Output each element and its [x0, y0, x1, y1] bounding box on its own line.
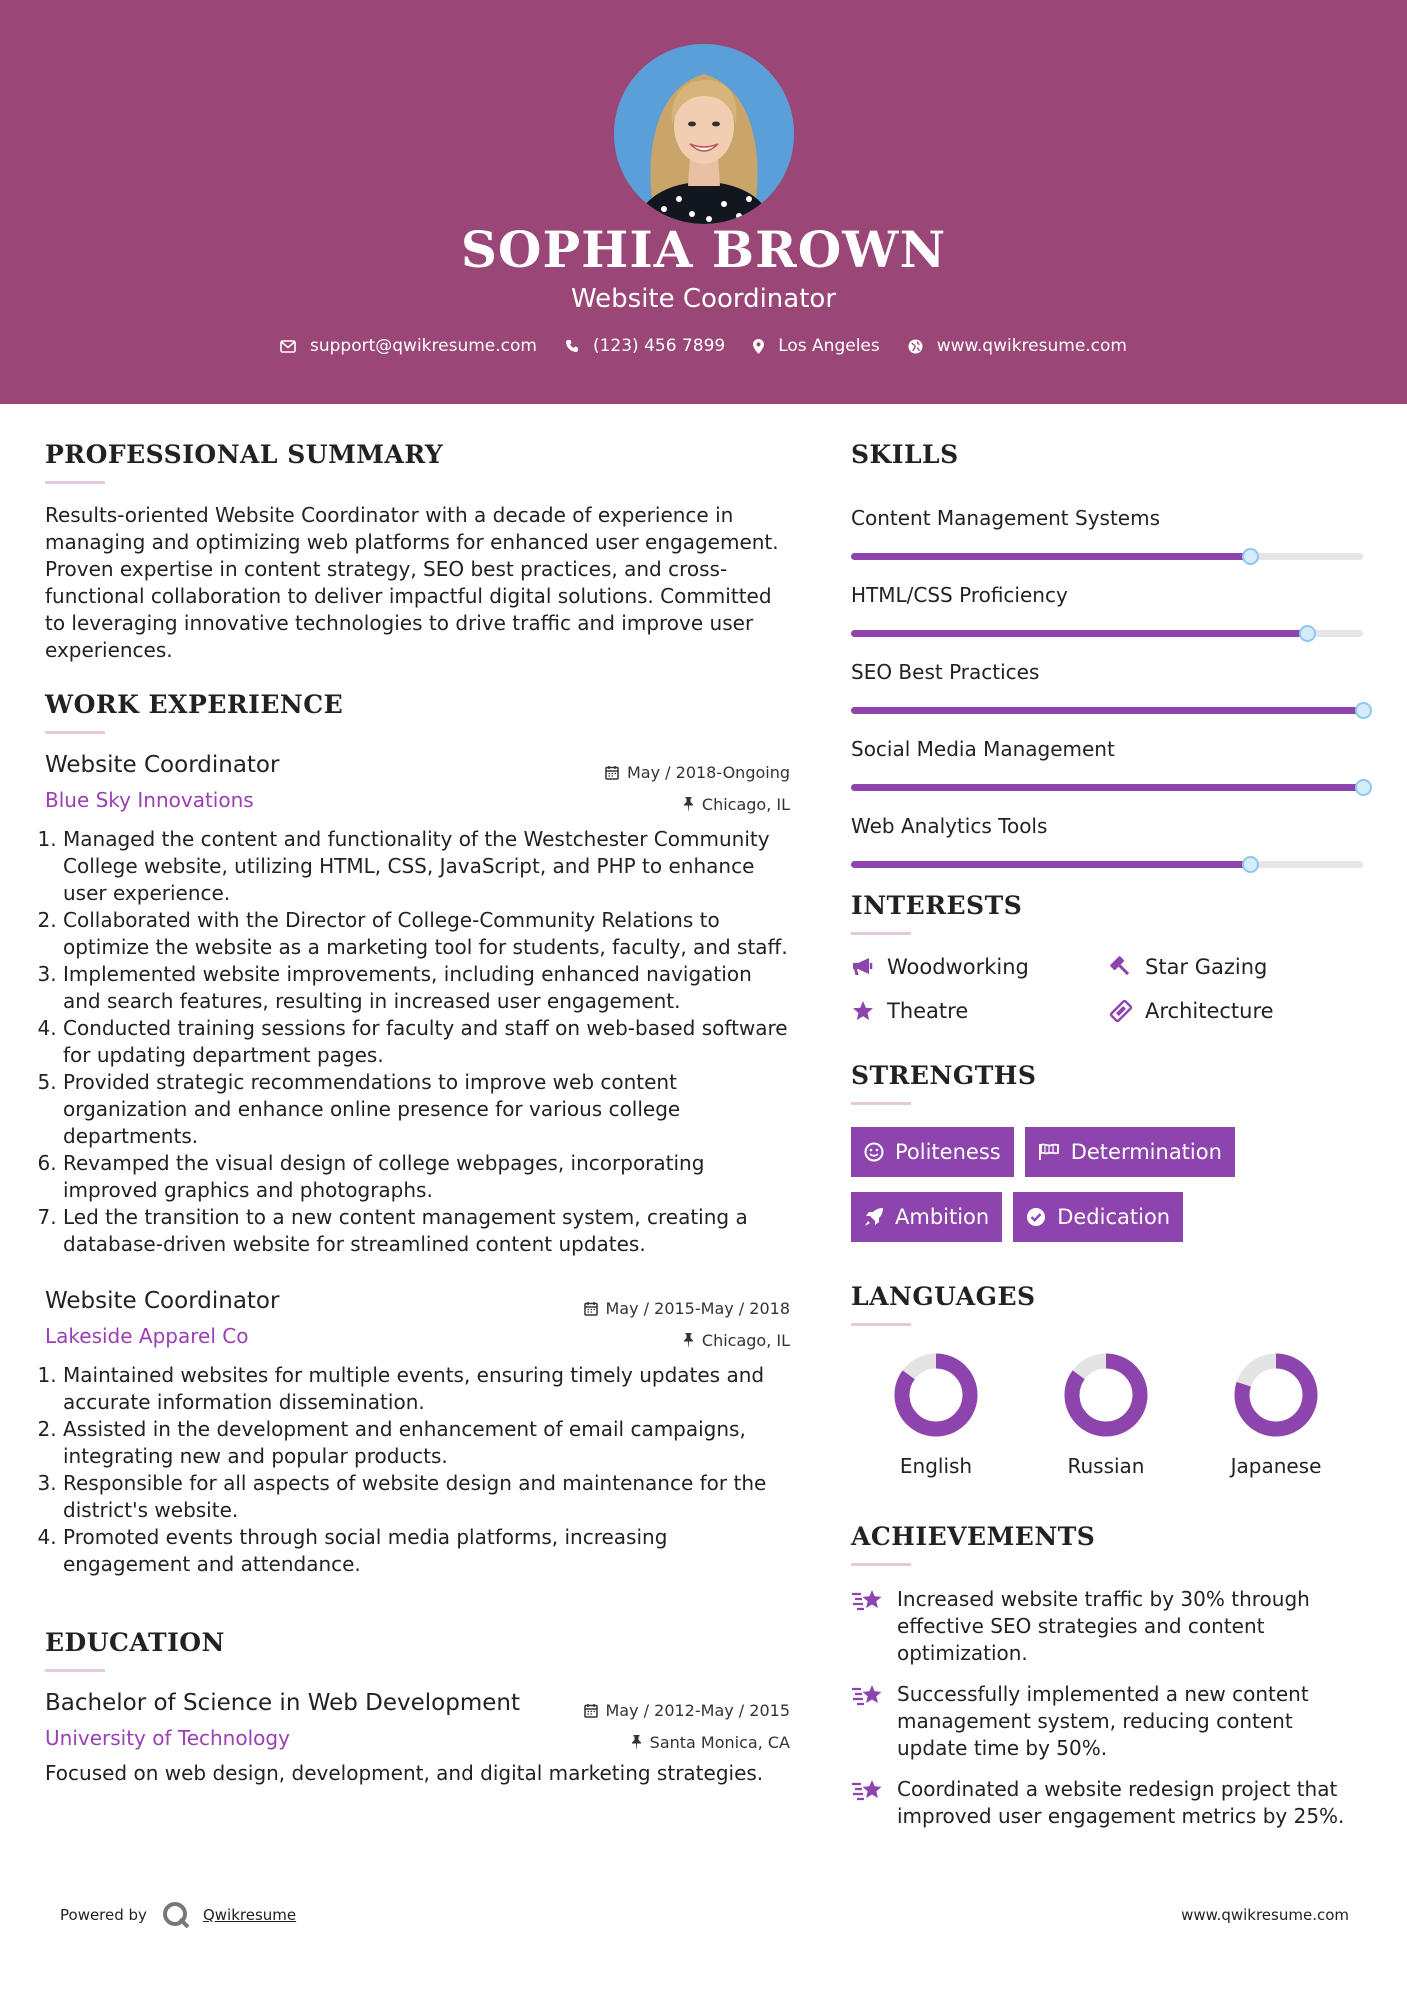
interest-label: Star Gazing	[1145, 955, 1268, 979]
job-title: Website Coordinator	[45, 1288, 280, 1314]
brand-link[interactable]: Qwikresume	[202, 1906, 297, 1924]
skill-item	[851, 583, 1363, 660]
pushpin-icon	[631, 1735, 642, 1749]
contact-bar	[0, 336, 1407, 356]
calendar-icon	[584, 1703, 598, 1718]
achievements-section	[851, 1522, 1363, 1830]
footer-powered-by	[60, 1900, 296, 1930]
skills-heading: SKILLS	[851, 440, 959, 469]
skill-bar-handle	[1355, 779, 1372, 796]
star-trail-icon	[851, 1681, 885, 1762]
job-bullet: 1. Managed the content and functionality of the Westchester Community College website, utilizing HTML, CSS, JavaScript, and PHP to enhance user experience.	[63, 826, 790, 907]
interest-item	[851, 999, 1109, 1023]
job-location	[584, 1324, 791, 1356]
skill-bar-handle	[1242, 548, 1259, 565]
strengths-heading: STRENGTHS	[851, 1061, 1037, 1090]
interest-item	[851, 955, 1109, 979]
skill-bar-fill	[851, 784, 1363, 791]
gavel-icon	[1109, 955, 1133, 979]
job-location-text: Chicago, IL	[701, 1330, 790, 1350]
envelope-icon	[280, 340, 296, 353]
phone-icon	[565, 339, 579, 353]
skill-bar-track	[851, 630, 1363, 637]
achievement-item	[851, 1776, 1363, 1830]
bullhorn-icon	[851, 955, 875, 979]
language-name: English	[899, 1454, 973, 1478]
pushpin-icon	[683, 1333, 694, 1347]
achievement-item	[851, 1586, 1363, 1667]
job-bullet: 2. Assisted in the development and enhancement of email campaigns, integrating new and popular products.	[63, 1416, 790, 1470]
education-dates	[584, 1694, 791, 1726]
language-item	[851, 1352, 1021, 1478]
skill-bar-handle	[1242, 856, 1259, 873]
job-bullet: 5. Provided strategic recommendations to improve web content organization and enhance online presence for various college departments.	[63, 1069, 790, 1150]
school: University of Technology	[45, 1726, 290, 1750]
footer-website[interactable]: www.qwikresume.com	[1181, 1906, 1349, 1924]
language-name: Russian	[1067, 1454, 1145, 1478]
language-donut	[893, 1352, 979, 1438]
job-bullet: 3. Implemented website improvements, including enhanced navigation and search features, resulting in increased user engagement.	[63, 961, 790, 1015]
resume-header	[0, 0, 1407, 404]
skill-item	[851, 814, 1363, 891]
contact-website-text: www.qwikresume.com	[936, 336, 1127, 356]
left-column	[45, 440, 790, 1787]
education-dates-text: May / 2012-May / 2015	[605, 1700, 790, 1720]
summary-text: Results-oriented Website Coordinator with a decade of experience in managing and optimizing web platforms for enhanced user engagement. Proven expertise in content strategy, SEO best practices, and cross-functional collaboration to deliver impactful digital solutions. Committed to leveraging innovative technologies to drive traffic and improve user experiences.	[45, 503, 779, 662]
skill-name: Social Media Management	[851, 737, 1115, 761]
language-item	[1021, 1352, 1191, 1478]
pushpin-icon	[683, 797, 694, 811]
degree: Bachelor of Science in Web Development	[45, 1690, 520, 1716]
strengths-section	[851, 1061, 1363, 1242]
section-divider	[45, 481, 105, 484]
calendar-icon	[584, 1301, 598, 1316]
strengths-tags	[851, 1127, 1363, 1242]
interest-item	[1109, 999, 1363, 1023]
star-trail-icon	[851, 1776, 885, 1830]
summary-section	[45, 440, 790, 664]
language-item	[1191, 1352, 1361, 1478]
job-bullet: 7. Led the transition to a new content management system, creating a database-driven website for streamlined content updates.	[63, 1204, 790, 1258]
languages-list	[851, 1352, 1363, 1478]
achievements-heading: ACHIEVEMENTS	[851, 1522, 1096, 1551]
skills-list	[851, 506, 1363, 891]
strength-label: Ambition	[895, 1205, 990, 1229]
strength-tag	[851, 1127, 1014, 1177]
interest-label: Architecture	[1145, 999, 1274, 1023]
skill-bar-handle	[1299, 625, 1316, 642]
check-circle-icon	[1026, 1207, 1046, 1227]
languages-heading: LANGUAGES	[851, 1282, 1036, 1311]
job-bullet: 3. Responsible for all aspects of website design and maintenance for the district's website.	[63, 1470, 790, 1524]
candidate-name: SOPHIA BROWN	[460, 220, 947, 279]
job-entry	[45, 1288, 790, 1578]
interests-section	[851, 891, 1363, 1023]
language-donut	[1063, 1352, 1149, 1438]
achievement-item	[851, 1681, 1363, 1762]
candidate-title: Website Coordinator	[570, 284, 837, 314]
strength-tag	[1013, 1192, 1183, 1242]
flag-icon	[1038, 1143, 1060, 1161]
skill-bar-handle	[1355, 702, 1372, 719]
job-dates	[584, 1292, 791, 1324]
contact-location-text: Los Angeles	[778, 336, 880, 356]
strength-tag	[851, 1192, 1002, 1242]
achievement-text: Coordinated a website redesign project that improved user engagement metrics by 25%.	[897, 1777, 1345, 1828]
contact-phone-text: (123) 456 7899	[592, 336, 726, 356]
skill-item	[851, 506, 1363, 583]
contact-website[interactable]	[908, 336, 1127, 356]
job-bullet: 4. Conducted training sessions for faculty and staff on web-based software for updating department pages.	[63, 1015, 790, 1069]
skill-name: Content Management Systems	[851, 506, 1161, 530]
achievement-text: Increased website traffic by 30% through effective SEO strategies and content optimization.	[897, 1587, 1310, 1665]
job-location-text: Chicago, IL	[701, 794, 790, 814]
job-dates	[605, 756, 790, 788]
interest-label: Theatre	[887, 999, 969, 1023]
job-meta	[605, 756, 790, 820]
skill-name: HTML/CSS Proficiency	[851, 583, 1068, 607]
experience-section	[45, 690, 790, 1578]
summary-heading: PROFESSIONAL SUMMARY	[45, 440, 444, 469]
strength-label: Politeness	[895, 1140, 1001, 1164]
powered-by-label: Powered by	[60, 1906, 147, 1924]
interest-label: Woodworking	[887, 955, 1029, 979]
calendar-icon	[605, 765, 619, 780]
qwikresume-logo-icon	[161, 1900, 191, 1930]
job-bullet: 6. Revamped the visual design of college webpages, incorporating improved graphics and photographs.	[63, 1150, 790, 1204]
section-divider	[851, 1323, 911, 1326]
skill-bar-track	[851, 707, 1363, 714]
education-meta	[584, 1694, 791, 1758]
skill-item	[851, 737, 1363, 814]
job-dates-text: May / 2015-May / 2018	[605, 1298, 790, 1318]
language-name: Japanese	[1230, 1454, 1322, 1478]
section-divider	[45, 731, 105, 734]
right-column	[851, 440, 1363, 1844]
language-donut	[1233, 1352, 1319, 1438]
skill-bar-fill	[851, 861, 1250, 868]
skill-item	[851, 660, 1363, 737]
skill-bar-track	[851, 784, 1363, 791]
strength-label: Dedication	[1057, 1205, 1171, 1229]
smile-icon	[864, 1142, 884, 1162]
skill-bar-fill	[851, 630, 1307, 637]
interest-item	[1109, 955, 1363, 979]
job-company: Lakeside Apparel Co	[45, 1324, 249, 1348]
skill-bar-fill	[851, 553, 1250, 560]
strength-tag	[1025, 1127, 1235, 1177]
job-bullets	[45, 826, 790, 1258]
job-entry	[45, 752, 790, 1258]
interests-grid	[851, 955, 1363, 1023]
job-location	[605, 788, 790, 820]
contact-email-text: support@qwikresume.com	[310, 336, 537, 356]
education-location	[584, 1726, 791, 1758]
job-bullets	[45, 1362, 790, 1578]
job-meta	[584, 1292, 791, 1356]
section-divider	[851, 1102, 911, 1105]
job-bullet: 2. Collaborated with the Director of College-Community Relations to optimize the website as a marketing tool for students, faculty, and staff.	[63, 907, 790, 961]
rocket-icon	[864, 1207, 884, 1227]
education-section	[45, 1628, 790, 1787]
skill-bar-fill	[851, 707, 1363, 714]
job-dates-text: May / 2018-Ongoing	[627, 762, 790, 782]
job-company: Blue Sky Innovations	[45, 788, 254, 812]
education-entry	[45, 1690, 790, 1787]
job-bullet: 4. Promoted events through social media platforms, increasing engagement and attendance.	[63, 1524, 790, 1578]
contact-phone[interactable]	[565, 336, 725, 356]
star-trail-icon	[851, 1586, 885, 1667]
education-location-text: Santa Monica, CA	[649, 1732, 790, 1752]
star-icon	[851, 999, 875, 1023]
achievement-text: Successfully implemented a new content management system, reducing content update time by 50%.	[897, 1682, 1309, 1760]
globe-icon	[908, 339, 923, 354]
education-heading: EDUCATION	[45, 1628, 225, 1657]
contact-location	[753, 336, 880, 356]
section-divider	[851, 1563, 911, 1566]
education-description: Focused on web design, development, and digital marketing strategies.	[45, 1761, 764, 1785]
profile-photo	[614, 44, 794, 224]
skill-bar-track	[851, 553, 1363, 560]
skill-name: Web Analytics Tools	[851, 814, 1048, 838]
skill-bar-track	[851, 861, 1363, 868]
languages-section	[851, 1282, 1363, 1478]
section-divider	[45, 1669, 105, 1672]
job-bullet: 1. Maintained websites for multiple events, ensuring timely updates and accurate information dissemination.	[63, 1362, 790, 1416]
skills-section	[851, 440, 1363, 891]
section-divider	[851, 481, 911, 484]
job-title: Website Coordinator	[45, 752, 280, 778]
experience-heading: WORK EXPERIENCE	[45, 690, 344, 719]
strength-label: Determination	[1070, 1140, 1222, 1164]
contact-email[interactable]	[280, 336, 537, 356]
skill-name: SEO Best Practices	[851, 660, 1040, 684]
interests-heading: INTERESTS	[851, 891, 1023, 920]
ticket-icon	[1109, 999, 1133, 1023]
section-divider	[851, 932, 911, 935]
map-marker-icon	[753, 339, 764, 354]
